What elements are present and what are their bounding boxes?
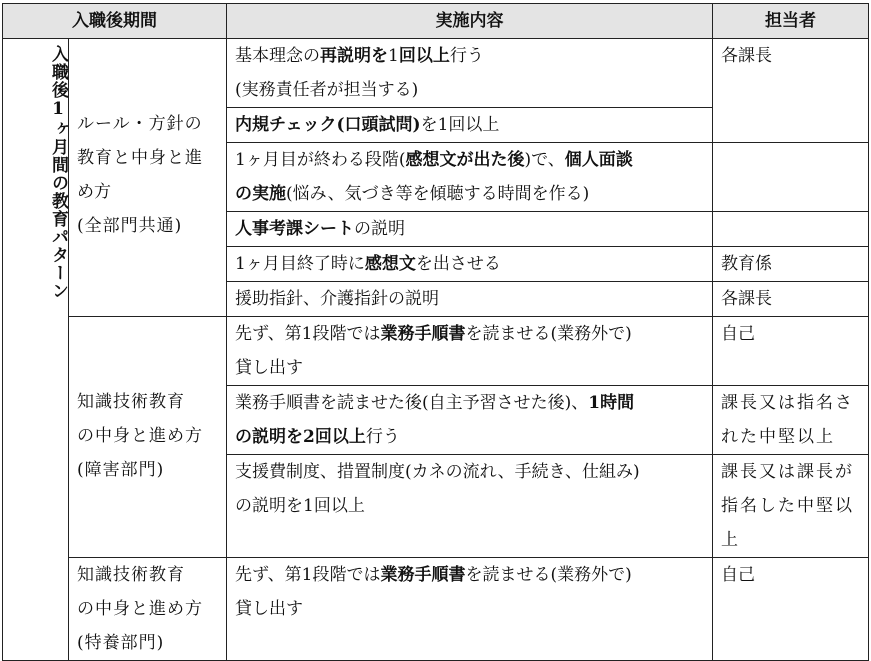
bold-text: 人事考課シート	[235, 219, 354, 239]
text: を出させる	[415, 254, 501, 274]
category-line: 知識技術教育	[77, 392, 185, 412]
text: 行う	[365, 427, 400, 447]
person-cell: 自己	[713, 317, 869, 386]
bold-text: 業務手順書	[380, 324, 466, 344]
text: 1ヶ月目が終わる段階(	[235, 150, 406, 170]
content-cell	[227, 108, 713, 143]
text: 基本理念の	[235, 46, 320, 66]
category-line: の中身と進め方	[77, 426, 203, 446]
category-line: ルール・方針の	[77, 114, 203, 134]
content-cell	[227, 247, 713, 282]
person-cell: 各課長	[713, 39, 869, 143]
table-row	[3, 317, 869, 386]
header-person: 担当者	[713, 4, 869, 39]
content-cell	[227, 212, 713, 247]
header-row	[3, 4, 869, 39]
person-cell: 教育係	[713, 247, 869, 282]
vertical-period-label: 入職後1ヶ月間の教育パターン	[3, 39, 69, 661]
content-cell	[227, 558, 713, 661]
table-body	[3, 39, 869, 661]
text: )で、	[524, 150, 565, 170]
text: 先ず、第1段階では	[235, 565, 381, 585]
category-line: (全部門共通)	[77, 216, 183, 236]
category-line: 知識技術教育	[77, 565, 185, 585]
table-row	[3, 39, 869, 108]
text: 業務手順書を読ませた後(自主予習させた後)、	[235, 393, 589, 413]
text: 1ヶ月目終了時に	[235, 254, 365, 274]
text: 1	[388, 46, 399, 66]
person-cell	[713, 143, 869, 212]
bold-text: 感想文	[364, 254, 416, 274]
text: を読ませる(業務外で)	[465, 565, 632, 585]
text: 先ず、第1段階では	[235, 324, 381, 344]
category-line: (特養部門)	[77, 633, 165, 653]
person-cell: 自己	[713, 558, 869, 661]
bold-text: 1時間	[588, 393, 635, 413]
header-period: 入職後期間	[3, 4, 227, 39]
education-pattern-table	[2, 3, 869, 661]
bold-text: 再説明を	[320, 46, 388, 66]
content-cell	[227, 282, 713, 317]
text: の説明	[354, 219, 405, 239]
text: を読ませる(業務外で)	[465, 324, 632, 344]
category-line: め方	[77, 182, 111, 202]
text: を1回以上	[420, 115, 500, 135]
bold-text: 内規チェック(口頭試問)	[235, 115, 421, 135]
category-line: 教育と中身と進	[77, 148, 203, 168]
person-cell: 各課長	[713, 282, 869, 317]
bold-text: 個人面談	[564, 150, 633, 170]
text: 行う	[449, 46, 484, 66]
person-cell	[713, 212, 869, 247]
bold-text: の説明を2回以上	[235, 427, 366, 447]
text: 貸し出す	[235, 599, 303, 619]
category-cell	[69, 317, 227, 558]
category-cell	[69, 558, 227, 661]
bold-text: の実施	[235, 184, 286, 204]
content-cell	[227, 386, 713, 455]
content-cell	[227, 455, 713, 558]
text: 援助指針、介護指針の説明	[235, 289, 439, 309]
category-cell	[69, 39, 227, 317]
bold-text: 感想文が出た後	[405, 150, 525, 170]
text: 支援費制度、措置制度(カネの流れ、手続き、仕組み)	[235, 462, 640, 482]
content-cell	[227, 39, 713, 108]
person-cell: 課長又は課長が指名した中堅以上	[713, 455, 869, 558]
text: (悩み、気づき等を傾聴する時間を作る)	[286, 184, 590, 204]
bold-text: 回以上	[398, 46, 450, 66]
text: 貸し出す	[235, 358, 303, 378]
person-cell: 課長又は指名された中堅以上	[713, 386, 869, 455]
bold-text: 業務手順書	[380, 565, 466, 585]
text: (実務責任者が担当する)	[235, 80, 419, 100]
category-line: (障害部門)	[77, 460, 165, 480]
table-row	[3, 558, 869, 661]
text: の説明を1回以上	[235, 496, 365, 516]
header-content: 実施内容	[227, 4, 713, 39]
content-cell	[227, 143, 713, 212]
content-cell	[227, 317, 713, 386]
category-line: の中身と進め方	[77, 599, 203, 619]
